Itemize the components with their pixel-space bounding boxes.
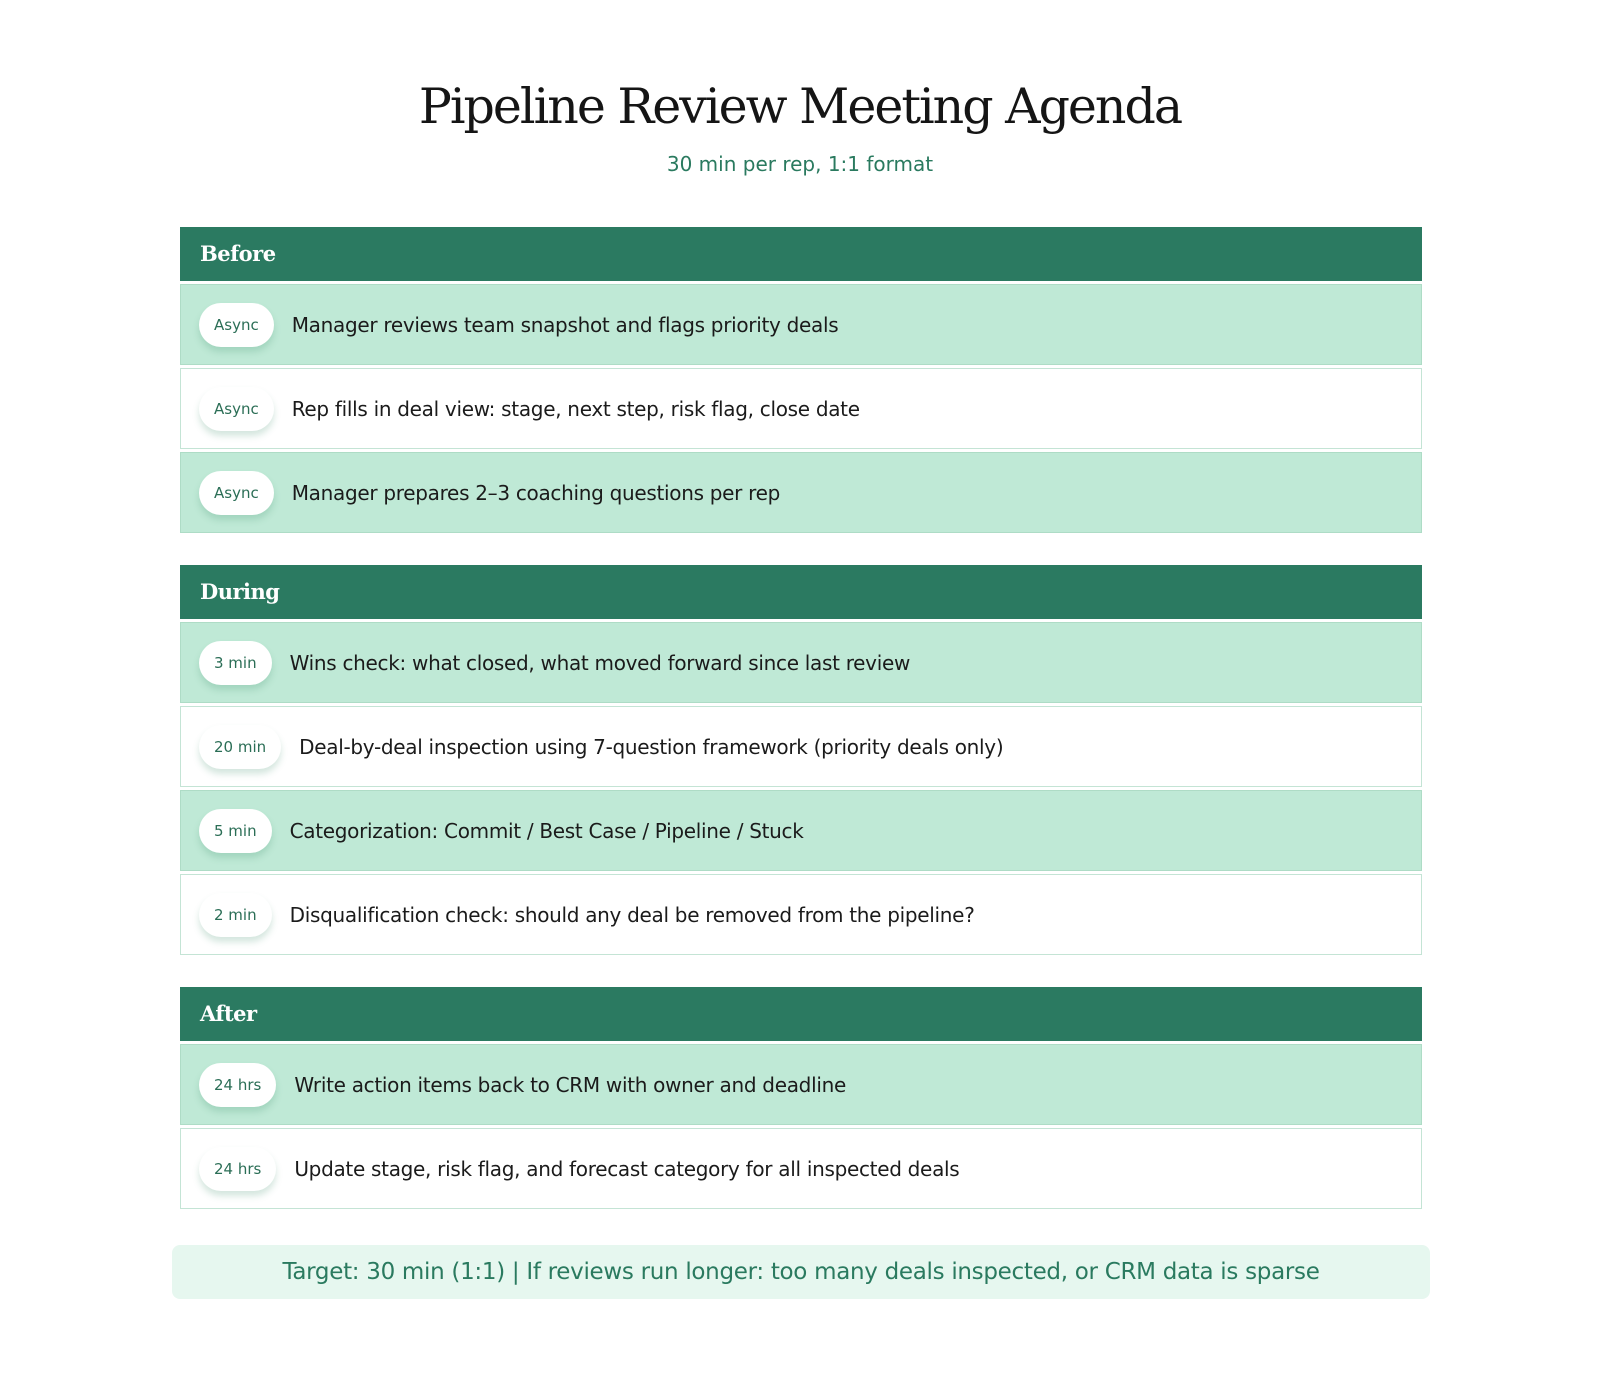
agenda-item — [180, 706, 1422, 787]
agenda-item — [180, 622, 1422, 703]
agenda-item-text: Write action items back to CRM with owner and deadline — [294, 1072, 846, 1097]
target-note: Target: 30 min (1:1) | If reviews run longer: too many deals inspected, or CRM data is sparse — [172, 1245, 1430, 1299]
agenda-item-text: Manager prepares 2–3 coaching questions per rep — [291, 480, 781, 505]
agenda-item — [180, 790, 1422, 871]
time-badge: Async — [199, 471, 274, 515]
section-heading: Before — [180, 227, 1422, 281]
page-title: Pipeline Review Meeting Agenda — [418, 78, 1182, 135]
agenda-item — [180, 1128, 1422, 1209]
agenda-item-text: Update stage, risk flag, and forecast category for all inspected deals — [294, 1156, 960, 1181]
page-subtitle: 30 min per rep, 1:1 format — [666, 152, 934, 176]
section-after — [180, 987, 1422, 1209]
time-badge: 24 hrs — [199, 1063, 276, 1107]
time-badge: 3 min — [199, 641, 272, 685]
time-badge: 2 min — [199, 893, 272, 937]
agenda-item-text: Rep fills in deal view: stage, next step, risk flag, close date — [291, 396, 860, 421]
agenda-item — [180, 368, 1422, 449]
time-badge: Async — [199, 387, 274, 431]
time-badge: 24 hrs — [199, 1147, 276, 1191]
section-heading: After — [180, 987, 1422, 1041]
section-heading: During — [180, 565, 1422, 619]
section-during — [180, 565, 1422, 955]
agenda-item-text: Wins check: what closed, what moved forward since last review — [289, 650, 911, 675]
agenda-item-text: Deal-by-deal inspection using 7-question framework (priority deals only) — [299, 734, 1004, 759]
agenda-item-text: Categorization: Commit / Best Case / Pipeline / Stuck — [289, 818, 804, 843]
time-badge: 5 min — [199, 809, 272, 853]
agenda-item — [180, 284, 1422, 365]
time-badge: Async — [199, 303, 274, 347]
agenda-item-text: Disqualification check: should any deal be removed from the pipeline? — [289, 902, 975, 927]
agenda-item — [180, 874, 1422, 955]
agenda-item — [180, 452, 1422, 533]
time-badge: 20 min — [199, 725, 281, 769]
agenda-item — [180, 1044, 1422, 1125]
agenda-item-text: Manager reviews team snapshot and flags priority deals — [291, 312, 839, 337]
section-before — [180, 227, 1422, 533]
